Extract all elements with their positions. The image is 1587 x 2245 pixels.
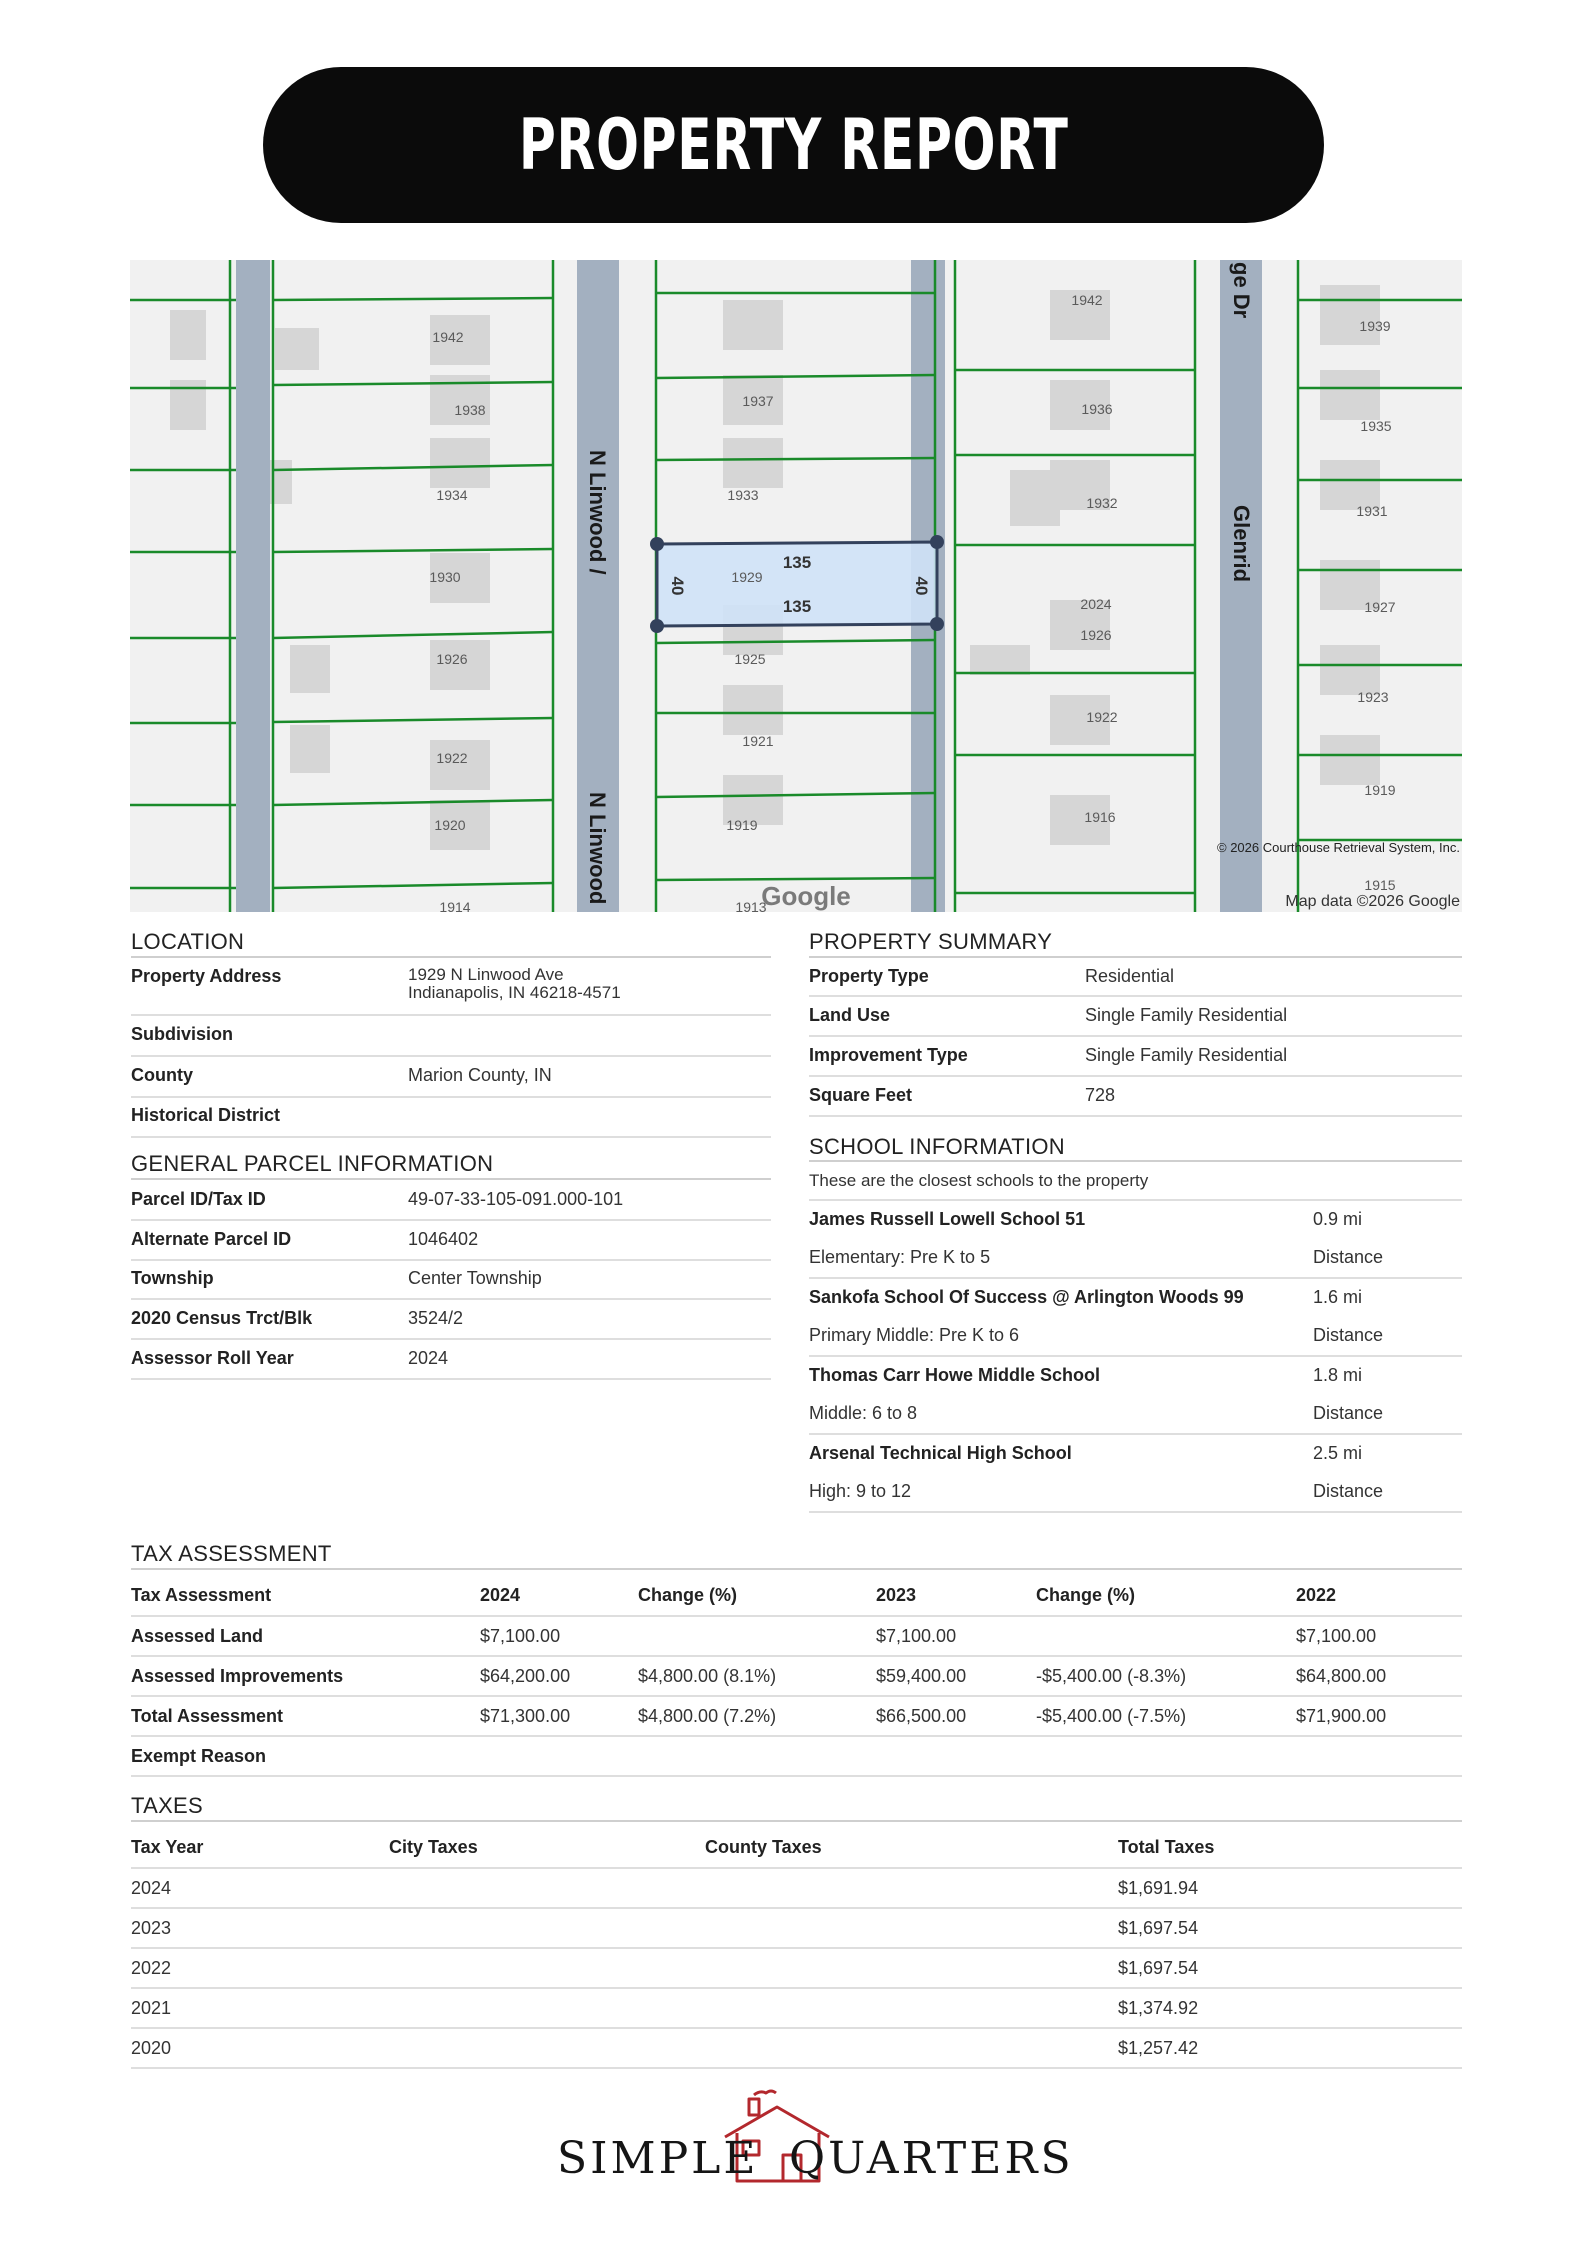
table-cell: -$5,400.00 (-8.3%) — [1036, 1656, 1296, 1696]
section-divider — [809, 1160, 1462, 1162]
lot-number: 1933 — [727, 487, 759, 503]
row-label: Assessor Roll Year — [131, 1348, 294, 1368]
map-canvas — [130, 260, 1462, 912]
taxes-section-title: TAXES — [131, 1793, 204, 1818]
lot-number: 1919 — [726, 817, 758, 833]
school-distance: 1.8 mi — [1313, 1365, 1363, 1385]
table-cell: $71,900.00 — [1296, 1696, 1462, 1736]
table-row — [131, 1616, 1462, 1656]
parcel-map[interactable] — [130, 260, 1462, 912]
row-value: Single Family Residential — [1085, 1045, 1288, 1065]
column-header: Change (%) — [638, 1576, 876, 1616]
location-row-subdivision — [131, 1024, 771, 1057]
school-distance: 2.5 mi — [1313, 1443, 1363, 1463]
school-level-row — [809, 1481, 1462, 1513]
table-cell: $66,500.00 — [876, 1696, 1036, 1736]
address-line-1: 1929 N Linwood Ave — [408, 965, 564, 984]
street-alley-west — [236, 260, 270, 912]
school-distance: 1.6 mi — [1313, 1287, 1363, 1307]
location-row-address — [131, 966, 771, 1016]
table-cell: 2020 — [131, 2028, 389, 2068]
parcel-row — [131, 1189, 771, 1221]
row-label: 2020 Census Trct/Blk — [131, 1308, 313, 1328]
table-row — [131, 1868, 1462, 1908]
school-name: Arsenal Technical High School — [809, 1443, 1072, 1463]
lot-number: 1923 — [1357, 689, 1389, 705]
street-label: N Linwood — [585, 792, 610, 905]
lot-number: 1926 — [436, 651, 468, 667]
table-cell: $1,697.54 — [1118, 1908, 1462, 1948]
schools-intro — [809, 1171, 1462, 1201]
table-cell: $7,100.00 — [480, 1616, 638, 1656]
row-label: Exempt Reason — [131, 1736, 480, 1776]
school-level: Middle: 6 to 8 — [809, 1403, 918, 1423]
school-level: Primary Middle: Pre K to 6 — [809, 1325, 1020, 1345]
section-divider — [131, 1568, 1462, 1570]
lot-number: 1914 — [439, 899, 471, 912]
school-name-row — [809, 1443, 1462, 1473]
table-cell: $7,100.00 — [1296, 1616, 1462, 1656]
row-label: Alternate Parcel ID — [131, 1229, 292, 1249]
table-cell — [705, 1868, 1118, 1908]
table-cell — [638, 1616, 876, 1656]
row-value: Residential — [1085, 966, 1175, 986]
lot-number: 1926 — [1080, 627, 1112, 643]
row-label: Total Assessment — [131, 1696, 480, 1736]
table-cell: $4,800.00 (7.2%) — [638, 1696, 876, 1736]
tax-assessment-table — [131, 1576, 1462, 1777]
summary-section-title: PROPERTY SUMMARY — [809, 929, 1053, 954]
row-value: Marion County, IN — [408, 1065, 552, 1085]
lot-number: 1936 — [1081, 401, 1113, 417]
location-section-title: LOCATION — [131, 929, 245, 954]
row-label: Township — [131, 1268, 214, 1288]
row-value: Single Family Residential — [1085, 1005, 1288, 1025]
logo-text-right: QUARTERS — [789, 2133, 1074, 2184]
table-row — [131, 1736, 1462, 1776]
row-label: Assessed Land — [131, 1616, 480, 1656]
column-header: 2022 — [1296, 1576, 1462, 1616]
lot-number: 1930 — [429, 569, 461, 585]
table-cell — [389, 1868, 705, 1908]
table-cell: 2024 — [131, 1868, 389, 1908]
lot-number: 1937 — [742, 393, 774, 409]
summary-row — [809, 1005, 1462, 1037]
section-divider — [131, 1820, 1462, 1822]
table-row — [131, 1656, 1462, 1696]
distance-label: Distance — [1313, 1325, 1384, 1345]
table-cell — [876, 1736, 1036, 1776]
summary-row — [809, 966, 1462, 997]
lot-number: 1938 — [454, 402, 486, 418]
lot-number: 1942 — [1071, 292, 1103, 308]
location-row-historical — [131, 1105, 771, 1138]
map-copyright-google: Map data ©2026 Google — [1285, 893, 1460, 910]
column-header: Tax Year — [131, 1828, 389, 1868]
table-cell — [705, 1948, 1118, 1988]
map-brand: Google — [761, 881, 851, 911]
table-cell: 2022 — [131, 1948, 389, 1988]
table-row — [131, 2028, 1462, 2068]
table-row — [131, 1948, 1462, 1988]
parcel-row — [131, 1229, 771, 1261]
row-label: Parcel ID/Tax ID — [131, 1189, 266, 1209]
table-cell: $7,100.00 — [876, 1616, 1036, 1656]
row-value: 3524/2 — [408, 1308, 464, 1328]
column-header: 2023 — [876, 1576, 1036, 1616]
table-cell: $4,800.00 (8.1%) — [638, 1656, 876, 1696]
table-cell — [389, 1908, 705, 1948]
section-divider — [131, 956, 771, 958]
page-title: PROPERTY REPORT — [518, 104, 1069, 186]
lot-number: 1927 — [1364, 599, 1396, 615]
section-divider — [131, 1178, 771, 1180]
distance-label: Distance — [1313, 1403, 1384, 1423]
distance-label: Distance — [1313, 1247, 1384, 1267]
location-row-county — [131, 1065, 771, 1098]
row-label: Square Feet — [809, 1085, 913, 1105]
row-value: 49-07-33-105-091.000-101 — [408, 1189, 624, 1209]
table-cell: $64,200.00 — [480, 1656, 638, 1696]
row-label: Subdivision — [131, 1024, 234, 1044]
logo-text-left: SIMPLE — [557, 2133, 759, 2184]
lot-number: 1921 — [742, 733, 774, 749]
row-value: 728 — [1085, 1085, 1116, 1105]
tax-assessment-section-title: TAX ASSESSMENT — [131, 1541, 332, 1566]
table-cell — [480, 1736, 638, 1776]
schools-section-title: SCHOOL INFORMATION — [809, 1134, 1065, 1159]
lot-number: 1932 — [1086, 495, 1118, 511]
column-header: County Taxes — [705, 1828, 1118, 1868]
lot-number: 1934 — [436, 487, 468, 503]
table-cell: -$5,400.00 (-7.5%) — [1036, 1696, 1296, 1736]
table-row — [131, 1908, 1462, 1948]
school-name-row — [809, 1365, 1462, 1395]
parcel-row — [131, 1268, 771, 1300]
lot-number: 1913 — [735, 899, 767, 912]
table-cell — [1036, 1736, 1296, 1776]
table-cell: $1,257.42 — [1118, 2028, 1462, 2068]
table-cell: $59,400.00 — [876, 1656, 1036, 1696]
school-level: Elementary: Pre K to 5 — [809, 1247, 991, 1267]
column-header: City Taxes — [389, 1828, 705, 1868]
lot-number: 1919 — [1364, 782, 1396, 798]
table-header-row — [131, 1828, 1462, 1868]
distance-label: Distance — [1313, 1481, 1384, 1501]
table-cell: 2021 — [131, 1988, 389, 2028]
table-cell: 2023 — [131, 1908, 389, 1948]
dimension-bottom: 135 — [782, 597, 812, 616]
table-cell — [389, 1948, 705, 1988]
street-label: N Linwood / — [585, 450, 610, 575]
lot-number: 1922 — [436, 750, 468, 766]
parcel-row — [131, 1308, 771, 1340]
schools-intro-text: These are the closest schools to the property — [809, 1171, 1149, 1190]
lot-number: 1920 — [434, 817, 466, 833]
table-cell — [389, 2028, 705, 2068]
parcel-section-title: GENERAL PARCEL INFORMATION — [131, 1151, 494, 1176]
report-title-banner — [263, 67, 1324, 223]
school-level-row — [809, 1247, 1462, 1279]
table-cell — [705, 2028, 1118, 2068]
row-label: Assessed Improvements — [131, 1656, 480, 1696]
lot-number: 1916 — [1084, 809, 1116, 825]
row-label: Property Address — [131, 966, 282, 986]
row-label: Land Use — [809, 1005, 891, 1025]
parcel-row — [131, 1348, 771, 1380]
school-level-row — [809, 1325, 1462, 1357]
table-cell: $1,691.94 — [1118, 1868, 1462, 1908]
lot-number: 1942 — [432, 329, 464, 345]
table-cell — [389, 1988, 705, 2028]
row-label: Historical District — [131, 1105, 281, 1125]
table-row — [131, 1696, 1462, 1736]
table-cell: $64,800.00 — [1296, 1656, 1462, 1696]
row-label: County — [131, 1065, 193, 1085]
row-value: 1046402 — [408, 1229, 479, 1249]
table-cell: $71,300.00 — [480, 1696, 638, 1736]
column-header: 2024 — [480, 1576, 638, 1616]
lot-number: 1931 — [1356, 503, 1388, 519]
column-header: Tax Assessment — [131, 1576, 480, 1616]
row-value: 2024 — [408, 1348, 449, 1368]
school-name-row — [809, 1287, 1462, 1317]
school-name: Thomas Carr Howe Middle School — [809, 1365, 1101, 1385]
table-cell — [1296, 1736, 1462, 1776]
simple-quarters-logo — [557, 2085, 1074, 2185]
table-cell — [1036, 1616, 1296, 1656]
table-cell — [705, 1988, 1118, 2028]
table-cell: $1,697.54 — [1118, 1948, 1462, 1988]
street-label: Glenrid — [1229, 505, 1254, 583]
lot-number: 2024 — [1080, 596, 1112, 612]
row-value — [408, 966, 621, 1002]
column-header: Total Taxes — [1118, 1828, 1462, 1868]
lot-number: 1935 — [1360, 418, 1392, 434]
summary-row — [809, 1045, 1462, 1077]
dimension-right: 40 — [912, 576, 931, 596]
row-label: Improvement Type — [809, 1045, 968, 1065]
lot-number: 1922 — [1086, 709, 1118, 725]
school-level: High: 9 to 12 — [809, 1481, 912, 1501]
summary-row — [809, 1085, 1462, 1117]
dimension-left: 40 — [668, 576, 687, 596]
school-name: James Russell Lowell School 51 — [809, 1209, 1086, 1229]
table-cell — [705, 1908, 1118, 1948]
school-name: Sankofa School Of Success @ Arlington Woods 99 — [809, 1287, 1244, 1307]
street-glenridge — [1220, 260, 1262, 912]
school-name-row — [809, 1209, 1462, 1239]
row-label: Property Type — [809, 966, 929, 986]
street-label: ge Dr — [1229, 262, 1254, 319]
lot-number: 1915 — [1364, 877, 1396, 893]
section-divider — [809, 956, 1462, 958]
school-distance: 0.9 mi — [1313, 1209, 1363, 1229]
map-copyright-courthouse: © 2026 Courthouse Retrieval System, Inc. — [1217, 840, 1460, 855]
dimension-top: 135 — [782, 553, 812, 572]
row-value: Center Township — [408, 1268, 542, 1288]
table-cell: $1,374.92 — [1118, 1988, 1462, 2028]
table-header-row — [131, 1576, 1462, 1616]
lot-number: 1929 — [731, 569, 763, 585]
column-header: Change (%) — [1036, 1576, 1296, 1616]
lot-number: 1939 — [1359, 318, 1391, 334]
taxes-table — [131, 1828, 1462, 2069]
lot-number: 1925 — [734, 651, 766, 667]
table-cell — [638, 1736, 876, 1776]
address-line-2: Indianapolis, IN 46218-4571 — [408, 983, 621, 1002]
school-level-row — [809, 1403, 1462, 1435]
table-row — [131, 1988, 1462, 2028]
